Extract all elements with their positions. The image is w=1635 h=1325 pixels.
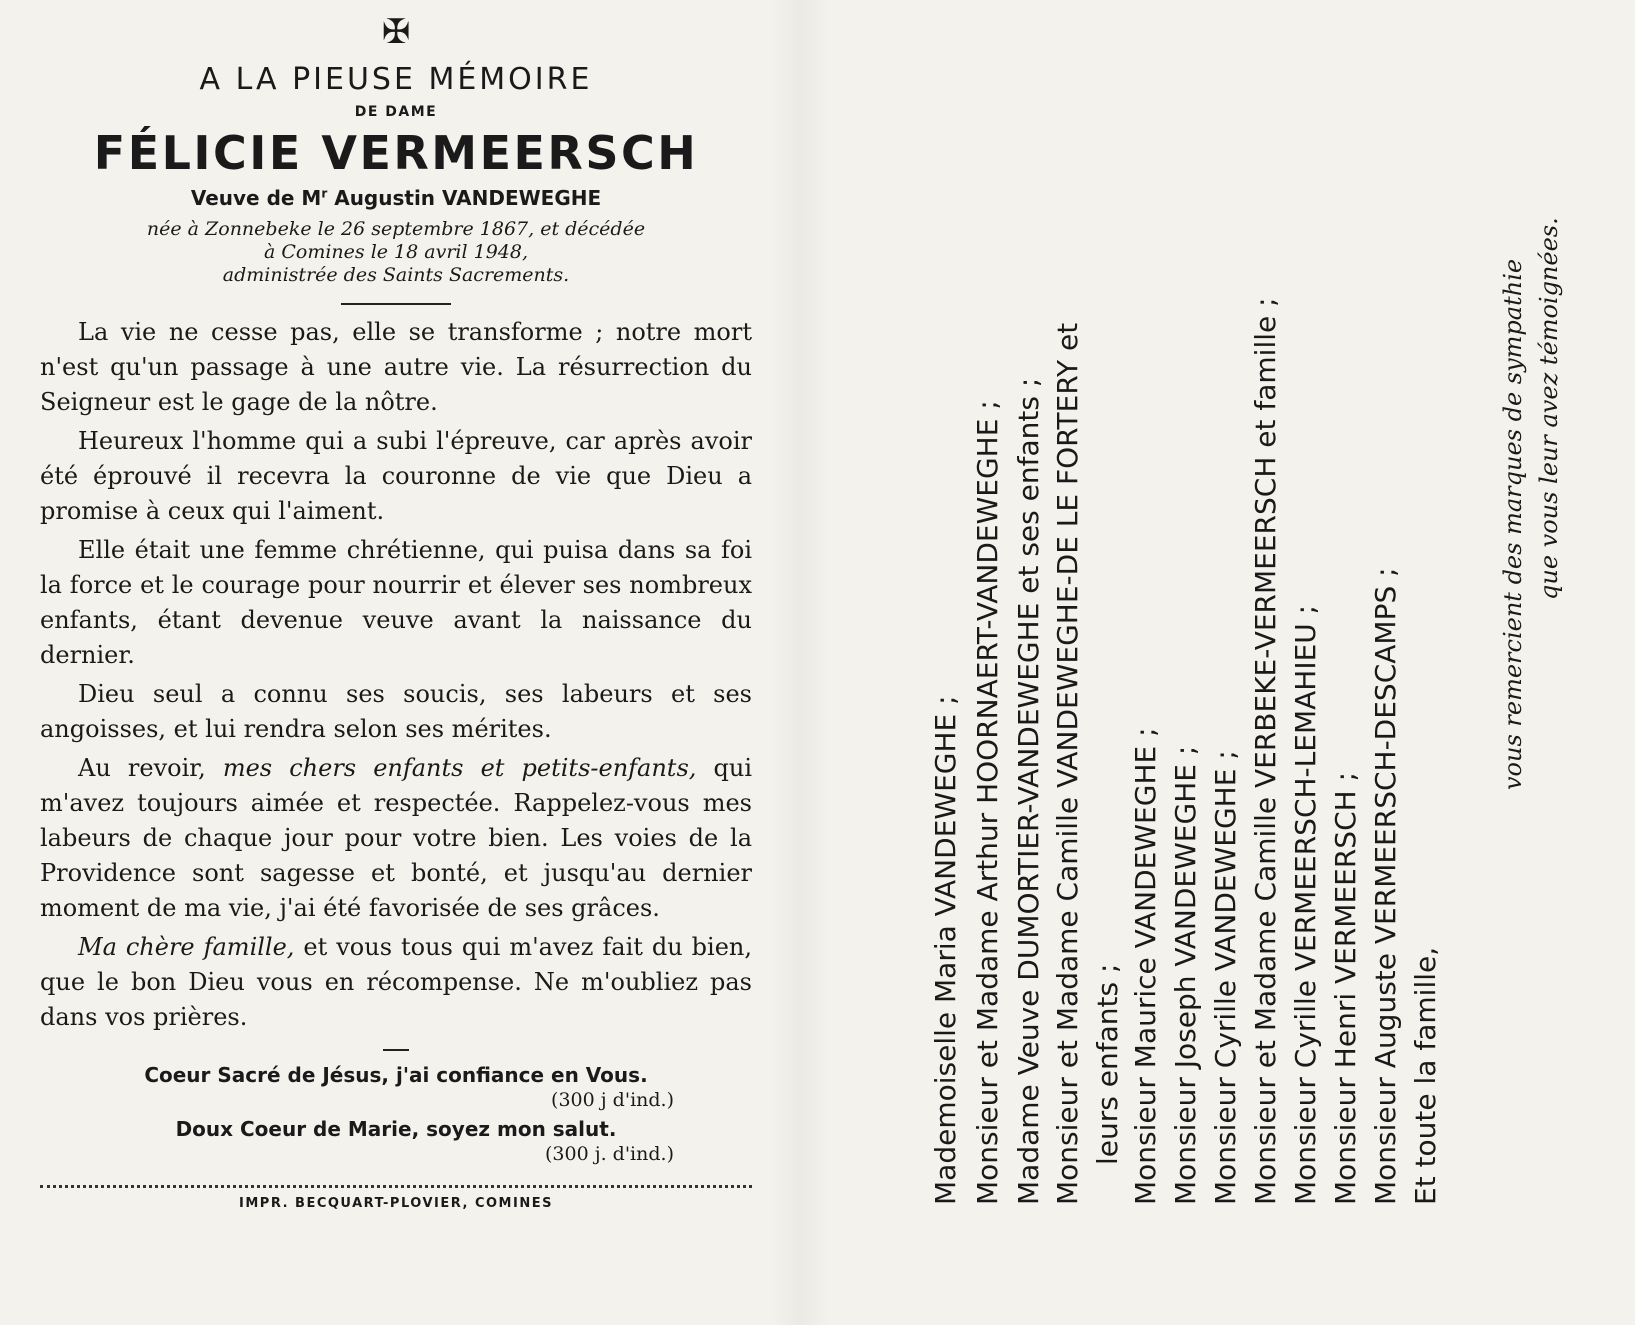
family-line: Monsieur Joseph VANDEWEGHE ;	[1169, 745, 1202, 1205]
body-paragraph: La vie ne cesse pas, elle se transforme ; notre mort n'est qu'un passage à une autre vie. La résurrection du Seigneur est le gage de la nôtre.	[40, 318, 752, 416]
family-line: leurs enfants ;	[1091, 963, 1124, 1165]
family-line: Monsieur et Madame Camille VERBEKE-VERMEERSCH et famille ;	[1249, 297, 1282, 1205]
body-paragraph: Dieu seul a connu ses soucis, ses labeurs et ses angoisses, et lui rendra selon ses mérites.	[40, 680, 752, 743]
farewell-paragraph: Au revoir, mes chers enfants et petits-enfants, qui m'avez toujours aimée et respectée. Rappelez-vous mes labeurs de chaque jour pour votre bien. Les voies de la Providence sont sagesse et bonté, et jusqu'au dernier moment de ma vie, j'ai été favorisée de ses grâces.	[40, 754, 753, 922]
family-line: Monsieur et Madame Camille VANDEWEGHE-DE LE FORTERY et	[1051, 322, 1084, 1205]
family-paragraph: Ma chère famille, et vous tous qui m'avez fait du bien, que le bon Dieu vous en récompense. Ne m'oubliez pas dans vos prières.	[40, 933, 752, 1031]
farewell-italic: mes chers enfants et petits-enfants,	[222, 754, 697, 782]
thanks-line: que vous leur avez témoignées.	[1535, 217, 1563, 600]
printer-credit: IMPR. BECQUART-PLOVIER, COMINES	[239, 1196, 553, 1211]
family-line: Monsieur Cyrille VANDEWEGHE ;	[1209, 750, 1242, 1205]
card-fold	[770, 0, 830, 1325]
family-line: Monsieur Maurice VANDEWEGHE ;	[1129, 727, 1162, 1205]
family-italic: Ma chère famille,	[78, 933, 295, 961]
body-paragraph: Heureux l'homme qui a subi l'épreuve, car après avoir été éprouvé il recevra la couronne de vie que Dieu a promise à ceux qui l'aiment.	[40, 427, 752, 525]
family-line: Monsieur Cyrille VERMEERSCH-LEMAHIEU ;	[1289, 604, 1322, 1205]
family-line: Monsieur Auguste VERMEERSCH-DESCAMPS ;	[1369, 567, 1402, 1205]
family-line: Mademoiselle Maria VANDEWEGHE ;	[929, 695, 962, 1205]
family-line: Et toute la famille,	[1409, 946, 1442, 1205]
family-line: Monsieur et Madame Arthur HOORNAERT-VANDEWEGHE ;	[971, 400, 1004, 1205]
family-line: Madame Veuve DUMORTIER-VANDEWEGHE et ses enfants ;	[1012, 377, 1045, 1205]
family-line: Monsieur Henri VERMEERSCH ;	[1329, 771, 1362, 1205]
body-paragraph: Elle était une femme chrétienne, qui puisa dans sa foi la force et le courage pour nourrir et élever ses nombreux enfants, étant devenue veuve avant la naissance du dernier.	[40, 536, 752, 669]
bio-line: née à Zonnebeke le 26 septembre 1867, et décédée	[146, 218, 646, 240]
widow-sup: r	[321, 186, 328, 201]
de-dame-label: DE DAME	[354, 104, 438, 120]
body-text	[40, 315, 752, 1035]
indulgence-note: (300 j. d'ind.)	[544, 1143, 674, 1165]
left-panel	[40, 14, 752, 1211]
widow-husband: Augustin VANDEWEGHE	[327, 186, 602, 210]
cross-icon: ✠	[381, 12, 411, 52]
thanks-line: vous remercient des marques de sympathie	[1499, 258, 1527, 790]
bio-line: à Comines le 18 avril 1948,	[263, 241, 528, 263]
divider-short	[383, 1049, 409, 1051]
indulgence-note: (300 j d'ind.)	[551, 1089, 674, 1111]
deceased-name: FÉLICIE VERMEERSCH	[93, 126, 699, 180]
dotted-rule	[40, 1185, 752, 1188]
bio-line: administrée des Saints Sacrements.	[222, 264, 570, 286]
divider	[341, 303, 451, 305]
bio-block	[40, 218, 752, 287]
memorial-heading: A LA PIEUSE MÉMOIRE	[199, 62, 593, 97]
prayer-mary: Doux Coeur de Marie, soyez mon salut.	[175, 1117, 617, 1141]
prayer-sacred-heart: Coeur Sacré de Jésus, j'ai confiance en Vous.	[144, 1063, 648, 1087]
widow-prefix: Veuve de M	[190, 186, 322, 210]
widow-line	[40, 186, 752, 210]
